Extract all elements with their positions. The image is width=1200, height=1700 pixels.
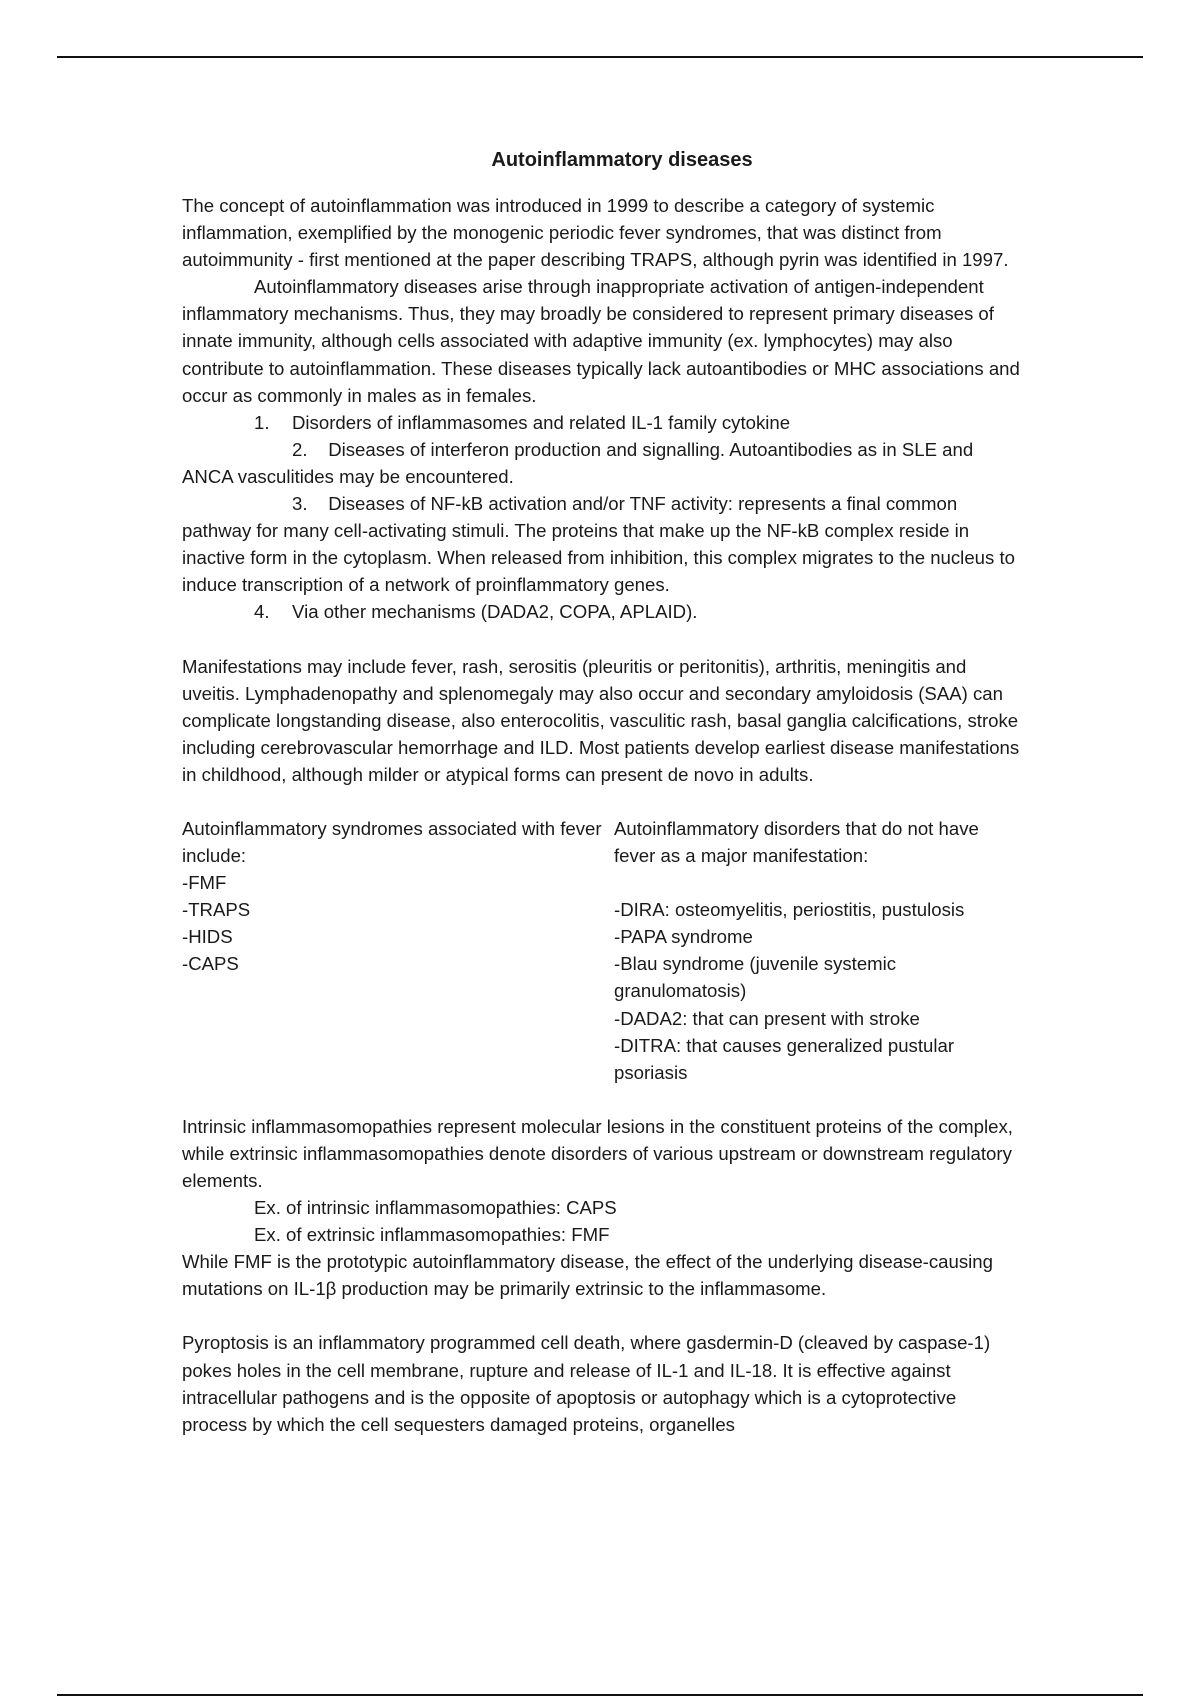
list-item: -TRAPS [182,899,251,921]
definition-paragraph: Autoinflammatory diseases arise through inappropriate activation of antigen-independent inflammatory mechanisms. Thus, they may broadly be considered to represent primary diseases of innate immunity, although cells associated with adaptive immunity (ex. lymphocytes) may also contribute to autoinflammation. These diseases typically lack autoantibodies or MHC associations and occur as commonly in males as in females. [182,276,1020,406]
list-item: -DIRA: osteomyelitis, periostitis, pustulosis [614,899,965,921]
list-item: -DITRA: that causes generalized pustular psoriasis [614,1034,955,1083]
list-item: -FMF [182,872,227,894]
list-text: Diseases of NF-kB activation and/or TNF activity: represents a final common pathway for many cell-activating stimuli. The proteins that make up the NF-kB complex reside in inactive form in the cytoplasm. When released from inhibition, this complex migrates to the nucleus to induce transcription of a network of proinflammatory genes. [182,493,1015,596]
list-item [182,490,1022,598]
spacer [182,1302,1022,1329]
footer-rule [57,1694,1143,1696]
column-heading: Autoinflammatory syndromes associated with fever include: [182,817,602,867]
list-number: 2. [292,438,308,460]
list-item: -CAPS [182,953,239,975]
document-page [182,140,1022,1438]
disease-categories-list [182,409,1022,626]
list-item [182,409,1022,436]
intro-paragraph: The concept of autoinflammation was introduced in 1999 to describe a category of systemic inflammation, exemplified by the monogenic periodic fever syndromes, that was distinct from autoimmunity - first mentioned at the paper describing TRAPS, although pyrin was identified in 1997. [182,195,1009,271]
fever-syndromes-column [182,815,614,1086]
column-heading: Autoinflammatory disorders that do not have fever as a major manifestation: [614,817,979,867]
two-column-lists [182,815,1022,1086]
list-text: Via other mechanisms (DADA2, COPA, APLAID). [292,601,698,623]
manifestations-paragraph: Manifestations may include fever, rash, serositis (pleuritis or peritonitis), arthritis, meningitis and uveitis. Lymphadenopathy and splenomegaly may also occur and secondary amyloidosis (SAA) can complicate longstanding disease, also enterocolitis, vasculitic rash, basal ganglia calcifications, stroke including cerebrovascular hemorrhage and ILD. Most patients develop earliest disease manifestations in childhood, although milder or atypical forms can present de novo in adults. [182,655,1020,785]
extrinsic-example: Ex. of extrinsic inflammasomopathies: FMF [254,1224,610,1246]
fmf-note-paragraph: While FMF is the prototypic autoinflammatory disease, the effect of the underlying disease-causing mutations on IL-1β production may be primarily extrinsic to the inflammasome. [182,1251,993,1300]
list-number: 3. [292,493,308,515]
list-item [182,598,1022,625]
intrinsic-example: Ex. of intrinsic inflammasomopathies: CAPS [254,1197,617,1219]
list-text: Diseases of interferon production and signalling. Autoantibodies as in SLE and ANCA vasculitides may be encountered. [182,438,974,487]
pyroptosis-paragraph: Pyroptosis is an inflammatory programmed cell death, where gasdermin-D (cleaved by caspase-1) pokes holes in the cell membrane, rupture and release of IL-1 and IL-18. It is effective against intracellular pathogens and is the opposite of apoptosis or autophagy which is a cytoprotective process by which the cell sequesters damaged proteins, organelles [182,1332,991,1435]
non-fever-disorders-column [614,815,1022,1086]
spacer [182,788,1022,815]
spacer [182,626,1022,653]
list-item: -Blau syndrome (juvenile systemic granulomatosis) [614,953,897,1002]
list-text: Disorders of inflammasomes and related IL-1 family cytokine [292,411,791,433]
inflammasomopathies-paragraph: Intrinsic inflammasomopathies represent molecular lesions in the constituent proteins of the complex, while extrinsic inflammasomopathies denote disorders of various upstream or downstream regulatory elements. [182,1115,1013,1191]
list-number: 1. [254,411,270,433]
document-title: Autoinflammatory diseases [491,149,753,171]
spacer [614,869,1022,896]
spacer [182,1086,1022,1113]
list-number: 4. [254,601,270,623]
list-item: -PAPA syndrome [614,926,753,948]
list-item [182,436,1022,490]
list-item: -HIDS [182,926,233,948]
list-item: -DADA2: that can present with stroke [614,1007,920,1029]
header-rule [57,56,1143,58]
